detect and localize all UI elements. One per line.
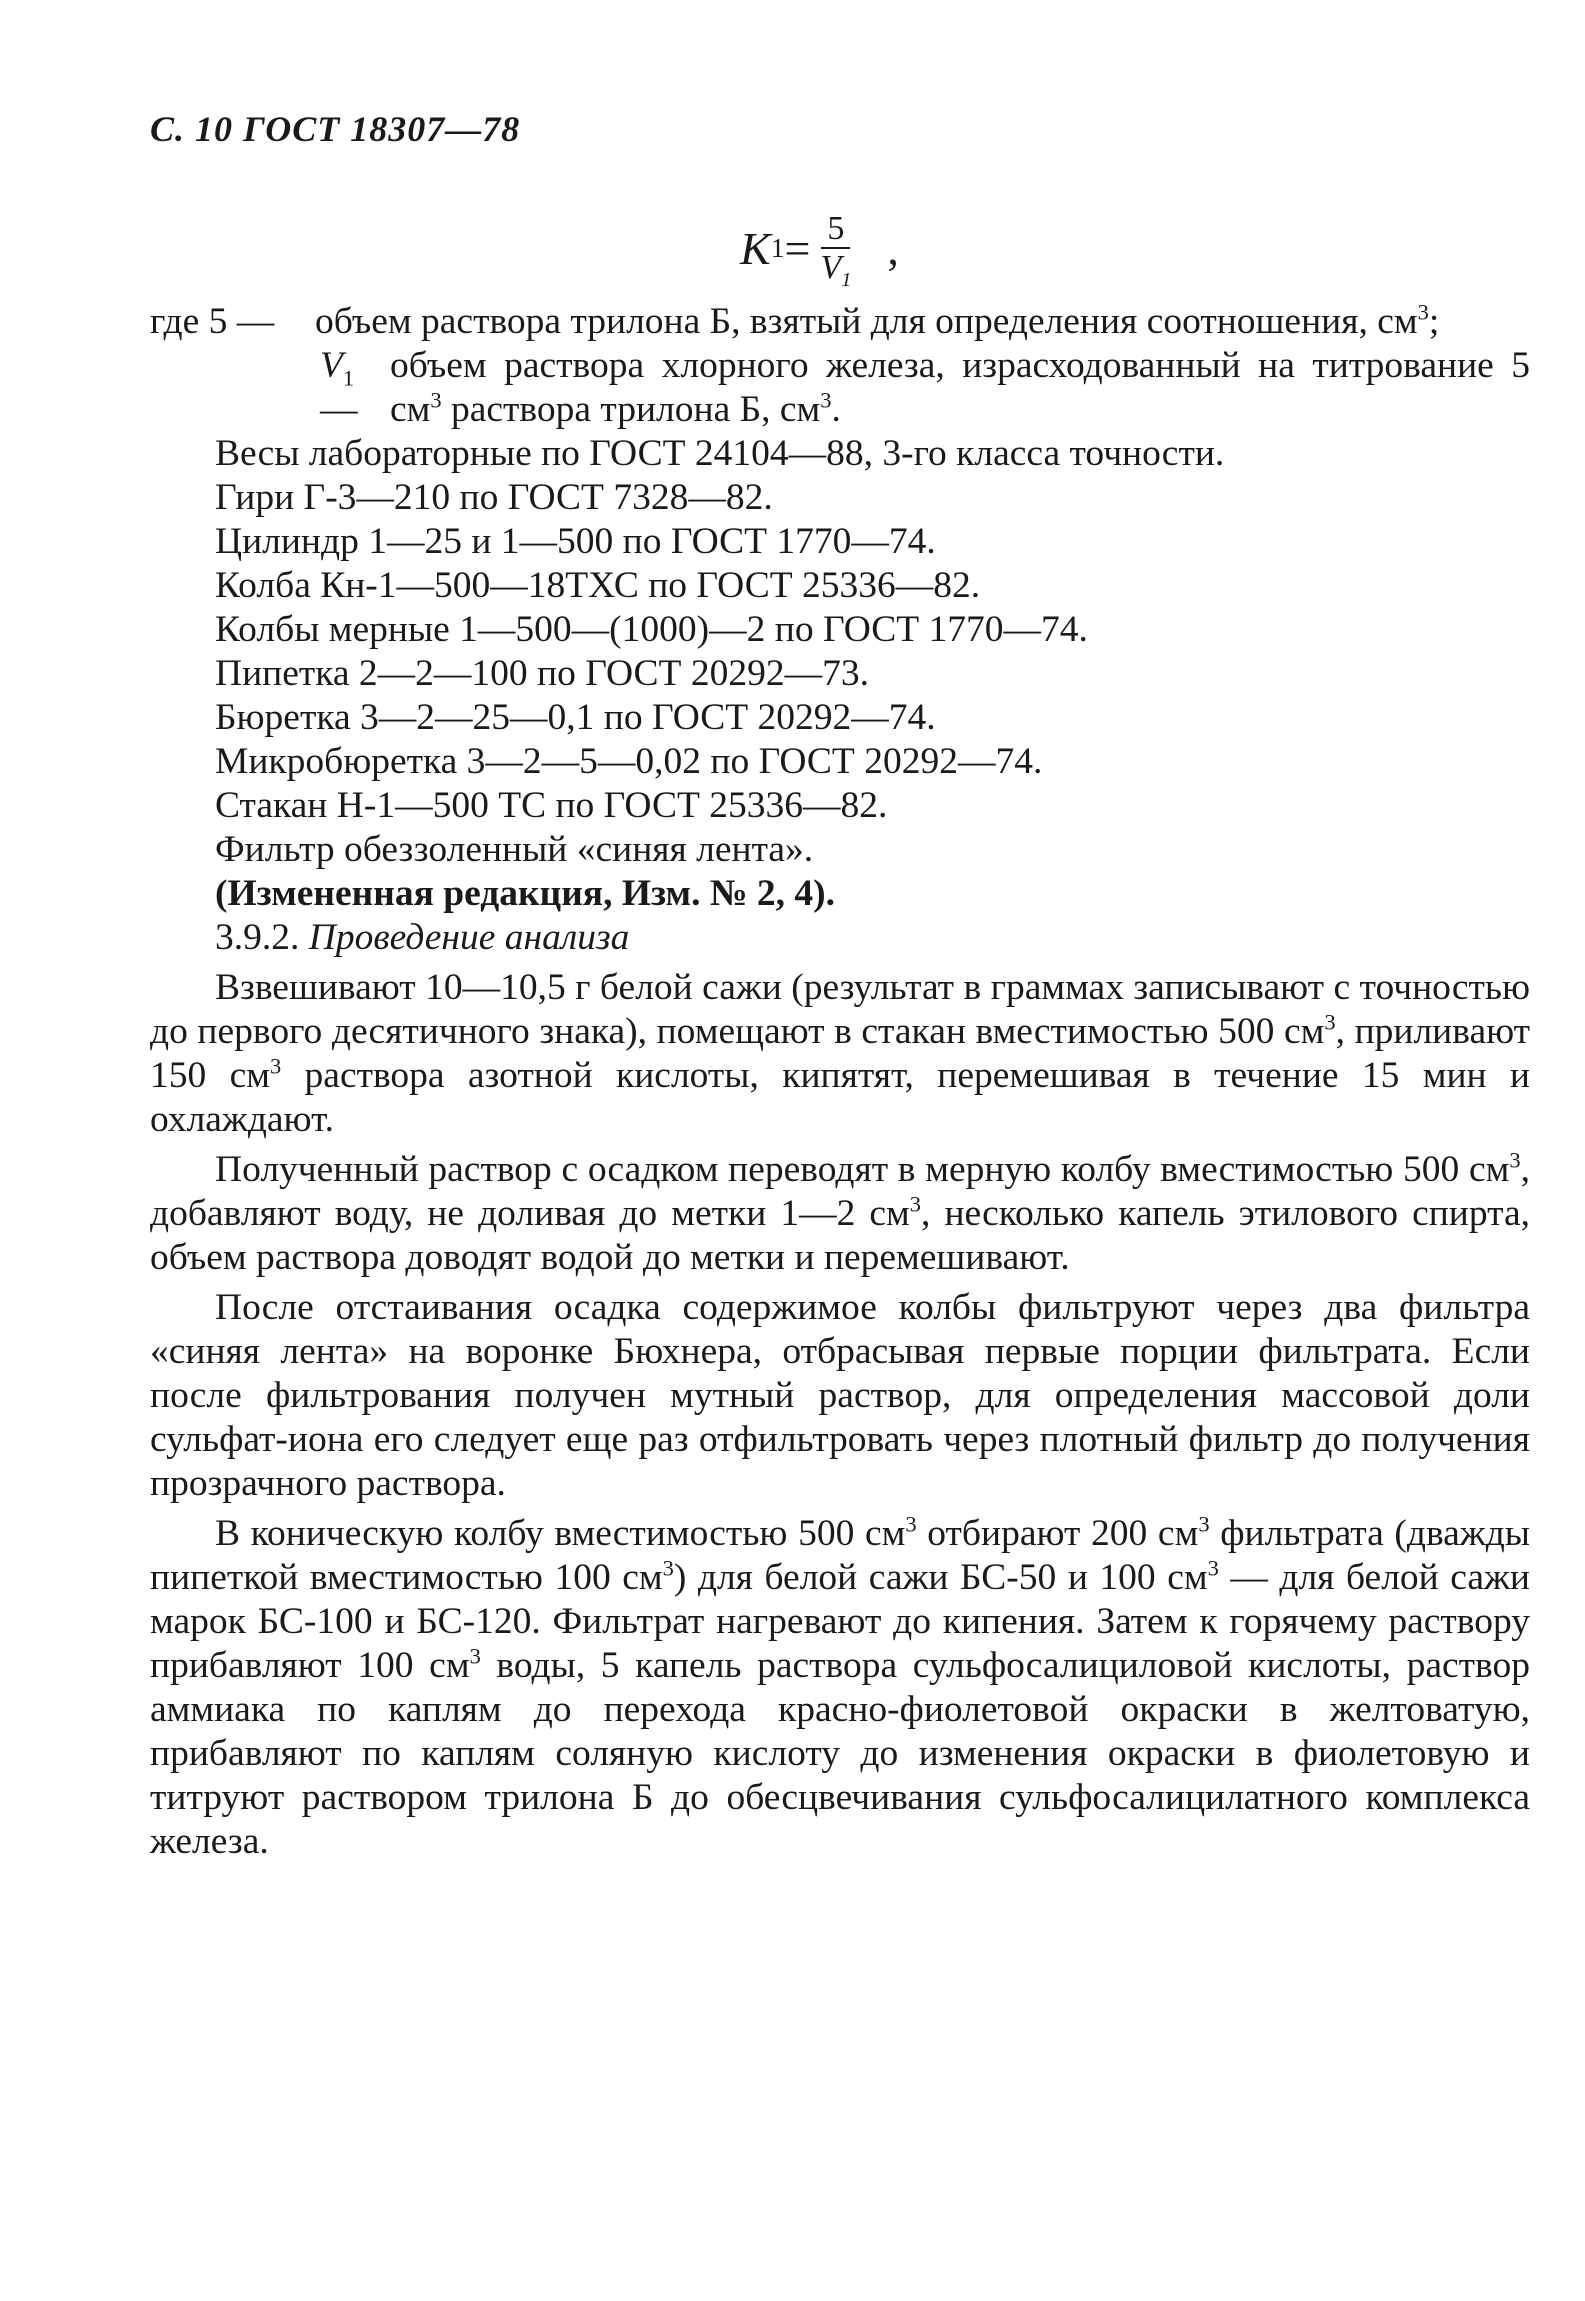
section-heading	[150, 916, 1530, 960]
paragraph-transfer: Полученный раствор с осадком переводят в мерную колбу вместимостью 500 $см^3$, добавляют воду, не доливая до метки 1—2 $см^3$, несколько капель этилового спирта, объем раствора доводят водой до метки и перемешивают.	[150, 1147, 1530, 1278]
definition-second-term: $V_1$ —	[320, 345, 358, 430]
revision-note: (Измененная редакция, Изм. № 2, 4).	[215, 873, 836, 914]
formula-fraction	[814, 210, 857, 292]
equipment-item: Бюретка 3—2—25—0,1 по ГОСТ 20292—74.	[215, 697, 936, 738]
equipment-item: Фильтр обеззоленный «синяя лента».	[215, 829, 814, 870]
definition-first-term: где 5 —	[150, 301, 275, 342]
formula-tail: ,	[887, 222, 899, 274]
equipment-item: Колбы мерные 1—500—(1000)—2 по ГОСТ 1770—74.	[215, 609, 1088, 650]
formula-den-sub: 1	[841, 269, 852, 292]
section-title: Проведение анализа	[308, 917, 630, 958]
paragraph-weighing: Взвешивают 10—10,5 г белой сажи (результат в граммах записывают с точностью до первого десятичного знака), помещают в стакан вместимостью 500 $см^3$, приливают 150 $см^3$ раствора азотной кислоты, кипятят, перемешивая в течение 15 мин и охлаждают.	[150, 967, 1531, 1140]
formula-denominator	[814, 249, 857, 292]
definition-second-desc: объем раствора хлорного железа, израсходованный на титрование 5 $см^3$ раствора трилона Б, $см^3$.	[390, 345, 1530, 430]
formula-equals: =	[784, 222, 811, 274]
formula-lhs-var: K	[740, 222, 771, 274]
equipment-item: Весы лабораторные по ГОСТ 24104—88, 3-го класса точности.	[215, 433, 1225, 474]
definition-second	[150, 344, 1530, 432]
formula-k1: K 1 = $\frac{5}{V_1}$ ,	[740, 210, 899, 292]
equipment-item: Стакан Н-1—500 ТС по ГОСТ 25336—82.	[215, 785, 888, 826]
definition-first-desc: объем раствора трилона Б, взятый для определения соотношения, $см^3$;	[315, 299, 1440, 342]
equipment-item: Пипетка 2—2—100 по ГОСТ 20292—73.	[215, 653, 869, 694]
paragraph-filtering: После отстаивания осадка содержимое колбы фильтруют через два фильтра «синяя лента» на воронке Бюхнера, отбрасывая первые порции фильтрата. Если после фильтрования получен мутный раствор, для определения массовой доли сульфат-иона его следует еще раз отфильтровать через плотный фильтр до получения прозрачного раствора.	[150, 1287, 1530, 1504]
equipment-item: Цилиндр 1—25 и 1—500 по ГОСТ 1770—74.	[215, 521, 936, 562]
section-number: 3.9.2.	[215, 917, 300, 958]
equipment-item: Микробюретка 3—2—5—0,02 по ГОСТ 20292—74.	[215, 741, 1043, 782]
document-body	[150, 300, 1530, 1864]
page-header: С. 10 ГОСТ 18307—78	[150, 109, 521, 149]
formula-den-var: V	[820, 249, 842, 287]
formula-numerator: 5	[821, 210, 850, 249]
definition-first	[150, 300, 1530, 344]
paragraph-titration: В коническую колбу вместимостью 500 $см^3$ отбирают 200 $см^3$ фильтрата (дважды пипеткой вместимостью 100 $см^3$) для белой сажи БС-50 и 100 $см^3$ — для белой сажи марок БС-100 и БС-120. Фильтрат нагревают до кипения. Затем к горячему раствору прибавляют 100 $см^3$ воды, 5 капель раствора сульфосалициловой кислоты, раствор аммиака по каплям до перехода красно-фиолетовой окраски в желтоватую, прибавляют по каплям соляную кислоту до изменения окраски в фиолетовую и титруют раствором трилона Б до обесцвечивания сульфосалицилатного комплекса железа.	[150, 1511, 1530, 1862]
equipment-item: Гири Г-3—210 по ГОСТ 7328—82.	[215, 477, 773, 518]
equipment-item: Колба Кн-1—500—18ТХС по ГОСТ 25336—82.	[215, 565, 981, 606]
